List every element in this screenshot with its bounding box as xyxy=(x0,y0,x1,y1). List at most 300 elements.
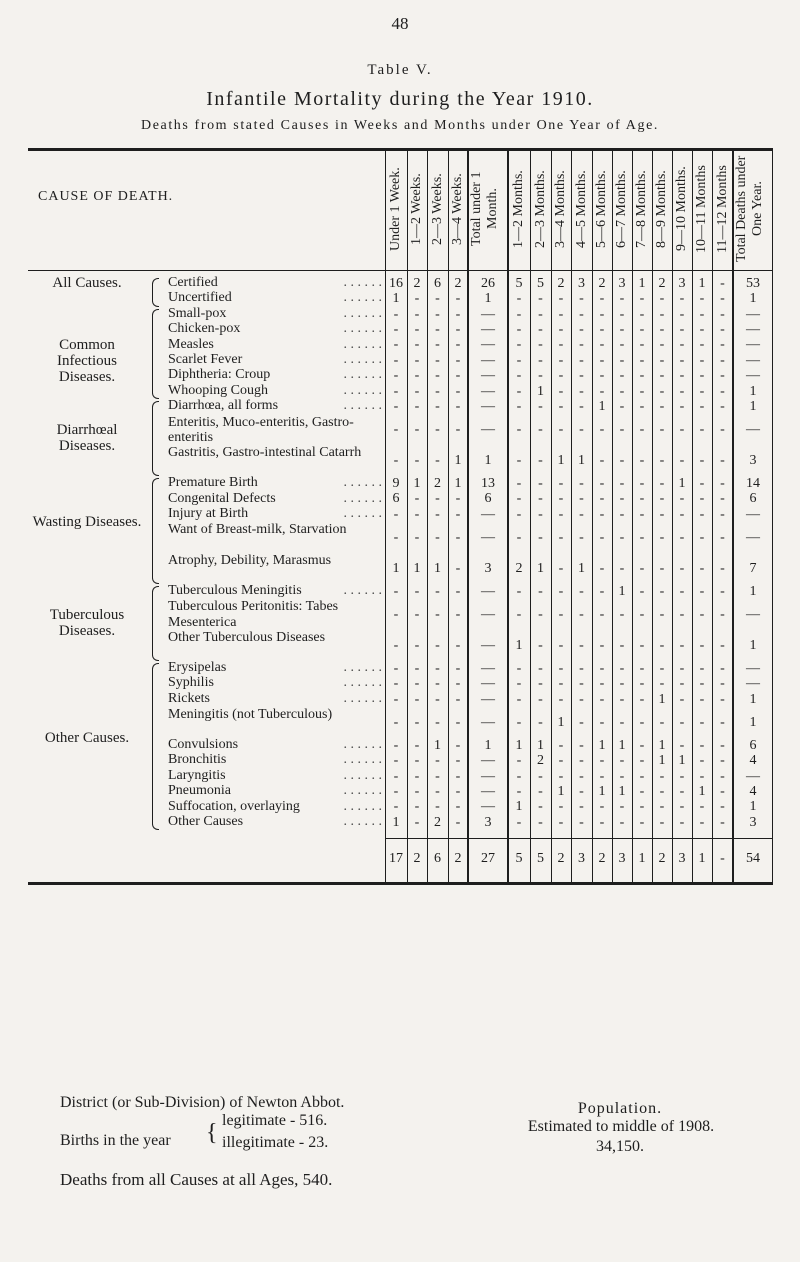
table-cell: - xyxy=(679,737,685,753)
group-name: Wasting Diseases. xyxy=(32,514,142,531)
dot-leader: . . . . . . xyxy=(343,583,382,598)
table-cell: - xyxy=(455,368,461,384)
table-cell: 2 xyxy=(434,814,441,830)
table-cell: - xyxy=(579,799,584,815)
table-cell: - xyxy=(455,753,461,769)
row-label: Enteritis, Muco-enteritis, Gastro-enteritis xyxy=(168,414,354,445)
table-cell: 2 xyxy=(658,275,666,291)
table-cell: - xyxy=(455,737,461,753)
table-cell: - xyxy=(599,422,605,437)
table-cell: - xyxy=(639,452,645,468)
table-cell: - xyxy=(679,506,685,522)
table-cell: - xyxy=(516,714,522,730)
table-cell: — xyxy=(481,691,495,707)
table-cell: - xyxy=(659,383,665,399)
total-cell: 3 xyxy=(578,851,585,867)
table-cell: - xyxy=(414,337,420,353)
table-cell: - xyxy=(579,714,584,730)
column-rule xyxy=(551,148,552,882)
group-name: Diarrhœal Diseases. xyxy=(56,421,118,454)
table-cell: - xyxy=(679,529,685,545)
column-header: 3—4 Weeks. xyxy=(450,173,465,245)
table-cell: - xyxy=(720,506,725,522)
population-value: 34,150. xyxy=(596,1138,644,1155)
table-cell: - xyxy=(435,606,440,622)
table-cell: - xyxy=(393,606,399,622)
table-cell: - xyxy=(599,814,605,830)
table-cell: - xyxy=(455,337,461,353)
column-header: 4—5 Months. xyxy=(574,170,589,248)
table-cell: - xyxy=(393,737,399,753)
column-header: 10—11 Months xyxy=(694,165,709,253)
dot-leader: . . . . . . xyxy=(343,490,382,506)
table-cell: - xyxy=(516,291,522,307)
table-cell: - xyxy=(516,337,522,353)
row-label: Chicken-pox xyxy=(168,321,241,337)
table-cell: - xyxy=(599,291,605,307)
column-header: 1—2 Weeks. xyxy=(409,173,424,245)
table-cell: - xyxy=(599,306,605,322)
table-cell: - xyxy=(455,506,461,522)
table-cell: - xyxy=(720,737,725,753)
table-cell: - xyxy=(659,583,665,599)
table-cell: - xyxy=(414,606,420,622)
table-cell: 53 xyxy=(746,275,760,291)
row-label: Whooping Cough xyxy=(168,382,268,398)
table-cell: - xyxy=(659,676,665,692)
table-cell: - xyxy=(538,452,543,468)
table-cell: 6 xyxy=(749,737,757,753)
row-label: Other Causes xyxy=(168,814,244,829)
table-cell: 3 xyxy=(678,275,686,291)
table-cell: - xyxy=(435,583,440,599)
table-cell: - xyxy=(599,383,605,399)
column-header: 7—8 Months. xyxy=(634,170,649,248)
column-rule xyxy=(507,148,508,882)
column-header: 2—3 Weeks. xyxy=(430,173,445,245)
table-cell: 2 xyxy=(557,275,565,291)
table-cell: — xyxy=(481,676,495,692)
table-cell: - xyxy=(516,676,522,692)
table-cell: - xyxy=(599,337,605,353)
table-cell: - xyxy=(538,529,543,545)
table-cell: - xyxy=(659,529,665,545)
row-label: Syphilis xyxy=(168,675,214,691)
table-cell: - xyxy=(558,368,564,384)
table-cell: - xyxy=(699,422,705,437)
group-brace xyxy=(152,663,159,830)
table-cell: - xyxy=(579,676,584,692)
table-cell: - xyxy=(619,676,625,692)
table-cell: - xyxy=(414,352,420,368)
table-cell: - xyxy=(659,475,665,491)
births-illegitimate: illegitimate - 23. xyxy=(222,1134,329,1151)
table-cell: 1 xyxy=(484,452,492,468)
table-cell: - xyxy=(579,306,584,322)
dot-leader: . . . . . . xyxy=(343,506,382,521)
table-cell: - xyxy=(579,352,584,368)
table-cell: - xyxy=(639,737,645,753)
dot-leader: . . . . . . xyxy=(343,321,382,337)
table-cell: — xyxy=(746,506,760,522)
table-cell: - xyxy=(538,306,543,322)
table-cell: - xyxy=(435,799,440,815)
table-cell: - xyxy=(435,506,440,522)
dot-leader: . . . . . . xyxy=(343,367,382,383)
table-cell: - xyxy=(599,606,605,622)
table-cell: - xyxy=(516,491,522,507)
table-cell: - xyxy=(393,306,399,322)
row-label: Meningitis (not Tuberculous) xyxy=(168,707,333,723)
table-cell: - xyxy=(659,422,665,437)
table-cell: - xyxy=(659,491,665,507)
column-rule xyxy=(592,148,593,882)
column-rule xyxy=(448,148,449,882)
table-cell: 1 xyxy=(578,452,585,468)
table-cell: - xyxy=(414,783,420,799)
table-cell: 1 xyxy=(434,560,441,576)
table-cell: - xyxy=(619,506,625,522)
table-cell: - xyxy=(538,491,543,507)
table-cell: - xyxy=(516,583,522,599)
table-cell: - xyxy=(558,583,564,599)
table-cell: - xyxy=(639,691,645,707)
table-cell: 13 xyxy=(481,475,495,491)
table-cell: - xyxy=(639,383,645,399)
table-cell: - xyxy=(516,768,522,784)
table-cell: 1 xyxy=(557,452,565,468)
table-cell: - xyxy=(599,529,605,545)
table-cell: 5 xyxy=(537,275,544,291)
table-cell: 1 xyxy=(413,560,421,576)
table-cell: - xyxy=(558,383,564,399)
table-cell: — xyxy=(481,799,495,815)
dot-leader: . . . . . . xyxy=(343,737,382,752)
table-cell: - xyxy=(639,799,645,815)
table-cell: 1 xyxy=(678,475,686,491)
table-cell: - xyxy=(558,814,564,830)
table-cell: - xyxy=(679,422,685,437)
table-cell: - xyxy=(720,783,725,799)
table-cell: - xyxy=(393,676,399,692)
table-cell: 1 xyxy=(598,783,606,799)
table-cell: - xyxy=(516,368,522,384)
table-cell: - xyxy=(679,383,685,399)
table-cell: - xyxy=(516,475,522,491)
column-header: 9—10 Months. xyxy=(674,166,689,252)
table-cell: - xyxy=(720,422,725,437)
dot-leader: . . . . . . xyxy=(343,814,382,829)
table-cell: - xyxy=(435,768,440,784)
table-cell: - xyxy=(619,368,625,384)
table-cell: - xyxy=(720,560,725,576)
table-cell: — xyxy=(746,422,760,437)
table-cell: 2 xyxy=(454,275,462,291)
dot-leader: . . . . . . xyxy=(343,352,382,367)
table-cell: - xyxy=(455,768,461,784)
table-cell: - xyxy=(679,352,685,368)
table-cell: 1 xyxy=(749,398,757,414)
table-cell: — xyxy=(746,768,760,784)
births-label: Births in the year xyxy=(60,1132,171,1149)
table-cell: 1 xyxy=(749,799,757,815)
column-header: 6—7 Months. xyxy=(614,170,629,248)
table-cell: - xyxy=(720,321,725,337)
table-cell: - xyxy=(393,768,399,784)
row-label: Diarrhœa, all forms xyxy=(168,398,279,414)
group-brace xyxy=(152,478,159,584)
table-cell: - xyxy=(639,321,645,337)
table-cell: - xyxy=(579,368,584,384)
table-cell: — xyxy=(481,306,495,322)
table-cell: - xyxy=(558,753,564,769)
total-cell: - xyxy=(720,851,725,867)
table-cell: 16 xyxy=(389,275,403,291)
table-cell: - xyxy=(720,606,725,622)
group-brace xyxy=(152,401,159,476)
table-cell: - xyxy=(699,606,705,622)
table-cell: - xyxy=(538,814,543,830)
table-cell: - xyxy=(679,768,685,784)
table-cell: - xyxy=(516,506,522,522)
table-cell: - xyxy=(558,606,564,622)
table-cell: - xyxy=(679,321,685,337)
total-cell: 17 xyxy=(389,851,403,867)
table-cell: 1 xyxy=(749,383,757,399)
table-cell: - xyxy=(639,306,645,322)
table-cell: - xyxy=(516,398,522,414)
table-cell: - xyxy=(579,814,584,830)
table-cell: - xyxy=(455,422,461,437)
table-cell: - xyxy=(659,814,665,830)
dot-leader: . . . . . . xyxy=(343,475,382,491)
column-rule xyxy=(530,148,531,882)
table-cell: - xyxy=(435,352,440,368)
dot-leader: . . . . . . xyxy=(343,675,382,691)
table-cell: — xyxy=(481,337,495,353)
table-cell: - xyxy=(393,352,399,368)
table-cell: - xyxy=(414,506,420,522)
table-cell: - xyxy=(679,291,685,307)
table-cell: - xyxy=(579,660,584,676)
table-cell: - xyxy=(599,753,605,769)
table-cell: - xyxy=(414,491,420,507)
table-cell: - xyxy=(558,560,564,576)
table-cell: — xyxy=(481,529,495,545)
table-cell: - xyxy=(659,506,665,522)
table-cell: - xyxy=(393,583,399,599)
table-cell: - xyxy=(538,475,543,491)
table-cell: - xyxy=(516,783,522,799)
table-cell: - xyxy=(720,352,725,368)
table-label: Table V. xyxy=(367,62,433,78)
table-cell: - xyxy=(720,753,725,769)
table-cell: - xyxy=(599,637,605,653)
group-brace xyxy=(152,278,159,307)
table-cell: - xyxy=(579,768,584,784)
table-cell: - xyxy=(435,291,440,307)
table-cell: — xyxy=(746,676,760,692)
table-cell: 1 xyxy=(413,475,421,491)
table-cell: - xyxy=(619,337,625,353)
row-label: Atrophy, Debility, Marasmus xyxy=(168,553,332,569)
table-cell: 2 xyxy=(537,753,544,769)
table-cell: - xyxy=(538,676,543,692)
table-cell: - xyxy=(538,606,543,622)
table-cell: - xyxy=(699,452,705,468)
table-cell: - xyxy=(393,660,399,676)
row-label: Injury at Birth xyxy=(168,506,249,521)
table-cell: 9 xyxy=(392,475,400,491)
table-cell: - xyxy=(558,676,564,692)
table-cell: - xyxy=(639,783,645,799)
column-rule xyxy=(407,148,408,882)
table-cell: 1 xyxy=(638,275,646,291)
table-cell: - xyxy=(435,321,440,337)
row-label: Certified xyxy=(168,275,218,290)
group-brace xyxy=(152,309,159,399)
column-rule xyxy=(672,148,673,882)
table-cell: — xyxy=(746,529,760,545)
table-cell: - xyxy=(435,529,440,545)
table-cell: - xyxy=(599,560,605,576)
table-cell: - xyxy=(659,768,665,784)
total-cell: 3 xyxy=(618,851,626,867)
table-cell: - xyxy=(679,691,685,707)
table-cell: - xyxy=(558,660,564,676)
table-cell: - xyxy=(720,676,725,692)
total-cell: 54 xyxy=(746,851,760,867)
table-cell: - xyxy=(659,783,665,799)
table-cell: - xyxy=(393,368,399,384)
table-cell: - xyxy=(619,383,625,399)
table-cell: 6 xyxy=(484,491,492,507)
table-cell: 1 xyxy=(434,737,441,753)
table-cell: - xyxy=(639,422,645,437)
table-cell: - xyxy=(393,321,399,337)
total-cell: 27 xyxy=(481,851,495,867)
table-cell: - xyxy=(659,352,665,368)
table-cell: 1 xyxy=(598,398,606,414)
table-cell: — xyxy=(481,714,495,730)
table-cell: - xyxy=(699,506,705,522)
table-cell: - xyxy=(455,637,461,653)
table-cell: 1 xyxy=(578,560,585,576)
total-cell: 2 xyxy=(557,851,565,867)
totals-rule xyxy=(385,838,773,839)
table-cell: - xyxy=(720,491,725,507)
table-cell: 1 xyxy=(392,560,400,576)
table-cell: - xyxy=(720,637,725,653)
row-label: Premature Birth xyxy=(168,475,258,491)
table-cell: - xyxy=(720,291,725,307)
table-cell: - xyxy=(639,660,645,676)
table-cell: - xyxy=(516,691,522,707)
table-cell: - xyxy=(393,383,399,399)
table-cell: — xyxy=(746,660,760,676)
table-cell: - xyxy=(619,491,625,507)
table-cell: - xyxy=(393,714,399,730)
table-cell: — xyxy=(481,398,495,414)
table-cell: - xyxy=(538,398,543,414)
table-cell: 1 xyxy=(618,783,626,799)
table-cell: 1 xyxy=(515,737,523,753)
table-cell: - xyxy=(679,799,685,815)
table-cell: - xyxy=(393,452,399,468)
table-cell: — xyxy=(481,768,495,784)
table-cell: — xyxy=(481,606,495,622)
table-cell: - xyxy=(639,475,645,491)
table-cell: — xyxy=(481,321,495,337)
table-cell: - xyxy=(639,583,645,599)
table-cell: - xyxy=(516,422,522,437)
table-cell: - xyxy=(516,321,522,337)
table-cell: 6 xyxy=(434,275,441,291)
table-cell: - xyxy=(619,475,625,491)
table-cell: - xyxy=(659,398,665,414)
total-cell: 1 xyxy=(638,851,646,867)
table-cell: - xyxy=(699,337,705,353)
table-cell: - xyxy=(516,383,522,399)
table-cell: - xyxy=(393,799,399,815)
column-rule xyxy=(732,148,733,882)
column-rule xyxy=(772,148,773,882)
table-cell: - xyxy=(619,452,625,468)
table-cell: — xyxy=(481,660,495,676)
table-cell: - xyxy=(538,583,543,599)
table-cell: - xyxy=(538,337,543,353)
table-cell: - xyxy=(558,321,564,337)
table-cell: — xyxy=(481,422,495,437)
table-cell: - xyxy=(619,306,625,322)
table-cell: - xyxy=(639,529,645,545)
row-label: Pneumonia xyxy=(168,783,231,799)
table-cell: - xyxy=(435,422,440,437)
row-label: Measles xyxy=(168,336,214,352)
table-cell: - xyxy=(455,560,461,576)
dot-leader: . . . . . . xyxy=(343,752,382,768)
table-cell: - xyxy=(393,753,399,769)
cause-of-death-heading: CAUSE OF DEATH. xyxy=(38,189,174,204)
table-cell: - xyxy=(720,383,725,399)
table-cell: - xyxy=(699,321,705,337)
table-cell: - xyxy=(699,383,705,399)
table-cell: - xyxy=(699,291,705,307)
column-rule xyxy=(733,148,734,882)
table-cell: 1 xyxy=(557,714,565,730)
table-bottom-rule xyxy=(28,882,773,885)
table-cell: - xyxy=(619,529,625,545)
table-cell: - xyxy=(699,475,705,491)
column-rule xyxy=(632,148,633,882)
table-cell: - xyxy=(393,337,399,353)
table-cell: - xyxy=(619,321,625,337)
column-rule xyxy=(467,148,468,882)
table-cell: - xyxy=(639,606,645,622)
table-cell: - xyxy=(414,637,420,653)
table-cell: - xyxy=(455,529,461,545)
table-cell: - xyxy=(393,422,399,437)
column-header: 3—4 Months. xyxy=(553,170,568,248)
table-cell: - xyxy=(679,660,685,676)
table-cell: - xyxy=(435,452,440,468)
table-cell: 3 xyxy=(618,275,626,291)
table-cell: - xyxy=(558,352,564,368)
table-top-rule xyxy=(28,148,773,151)
table-cell: 1 xyxy=(658,753,666,769)
table-cell: - xyxy=(435,783,440,799)
table-cell: - xyxy=(558,398,564,414)
